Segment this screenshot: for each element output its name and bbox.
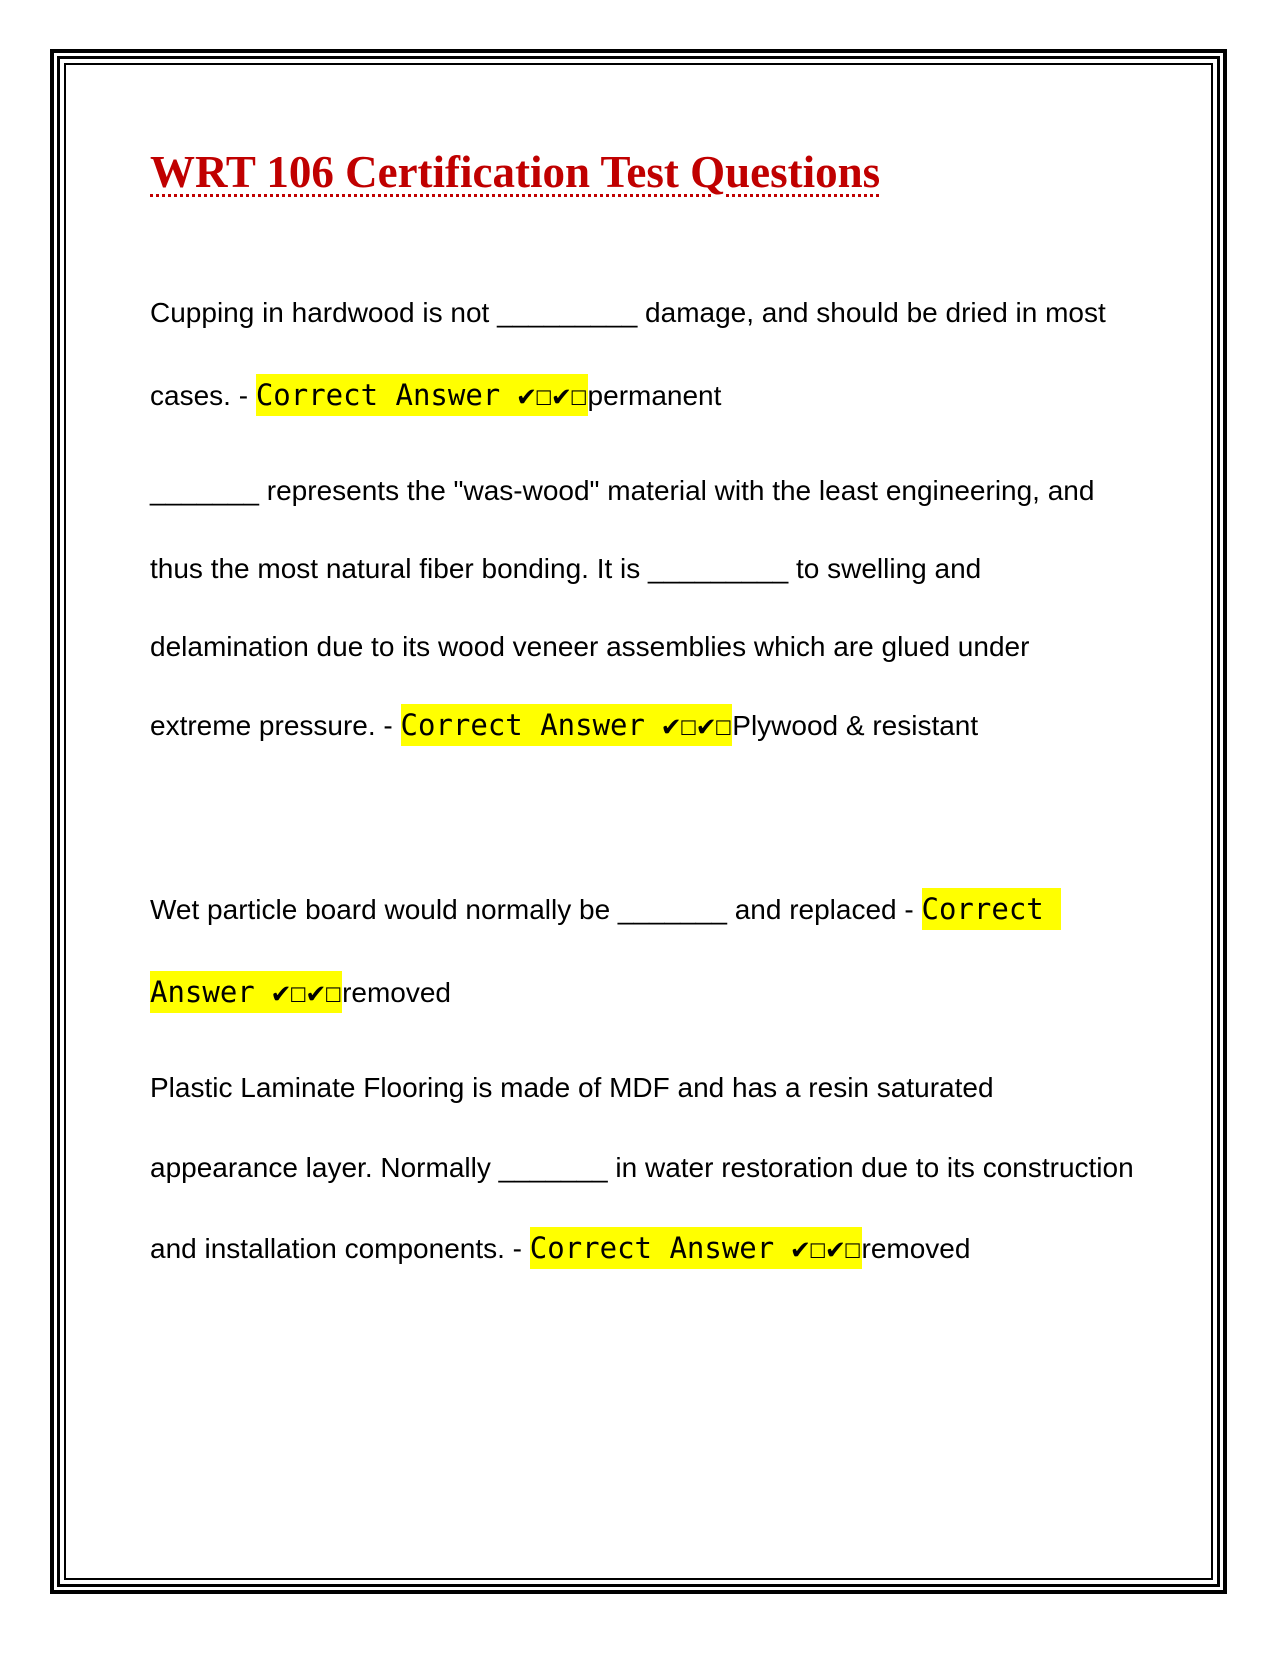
answer-text: removed bbox=[861, 1233, 971, 1264]
correct-answer-marker: Correct Answer ✔☐✔☐ bbox=[256, 374, 588, 416]
document-header bbox=[150, 147, 1150, 197]
question-item-1 bbox=[150, 272, 1135, 437]
correct-answer-marker: Correct Answer ✔☐✔☐ bbox=[150, 888, 1061, 1013]
answer-text: Plywood & resistant bbox=[732, 710, 979, 741]
question-text: _______ represents the "was-wood" material with the least engineering, and thus the most natural fiber bonding. It is _________ to swelling and delamination due to its wood veneer assemblies which are glued under extreme pressure. - bbox=[150, 475, 1095, 741]
correct-answer-marker: Correct Answer ✔☐✔☐ bbox=[401, 704, 733, 746]
answer-text: removed bbox=[342, 977, 451, 1008]
question-text: Plastic Laminate Flooring is made of MDF and has a resin saturated appearance layer. Normally _______ in water restoration due to its construction and installation components. - bbox=[150, 1072, 1134, 1264]
document-title: WRT 106 Certification Test Questions bbox=[150, 147, 881, 197]
question-text: Cupping in hardwood is not _________ damage, and should be dried in most cases. - bbox=[150, 297, 1106, 411]
question-item-2 bbox=[150, 452, 1135, 765]
question-item-4 bbox=[150, 1048, 1135, 1289]
correct-answer-marker: Correct Answer ✔☐✔☐ bbox=[530, 1227, 862, 1269]
question-text: Wet particle board would normally be _______ and replaced - bbox=[150, 894, 922, 925]
question-item-3 bbox=[150, 868, 1135, 1034]
answer-text: permanent bbox=[587, 380, 722, 411]
